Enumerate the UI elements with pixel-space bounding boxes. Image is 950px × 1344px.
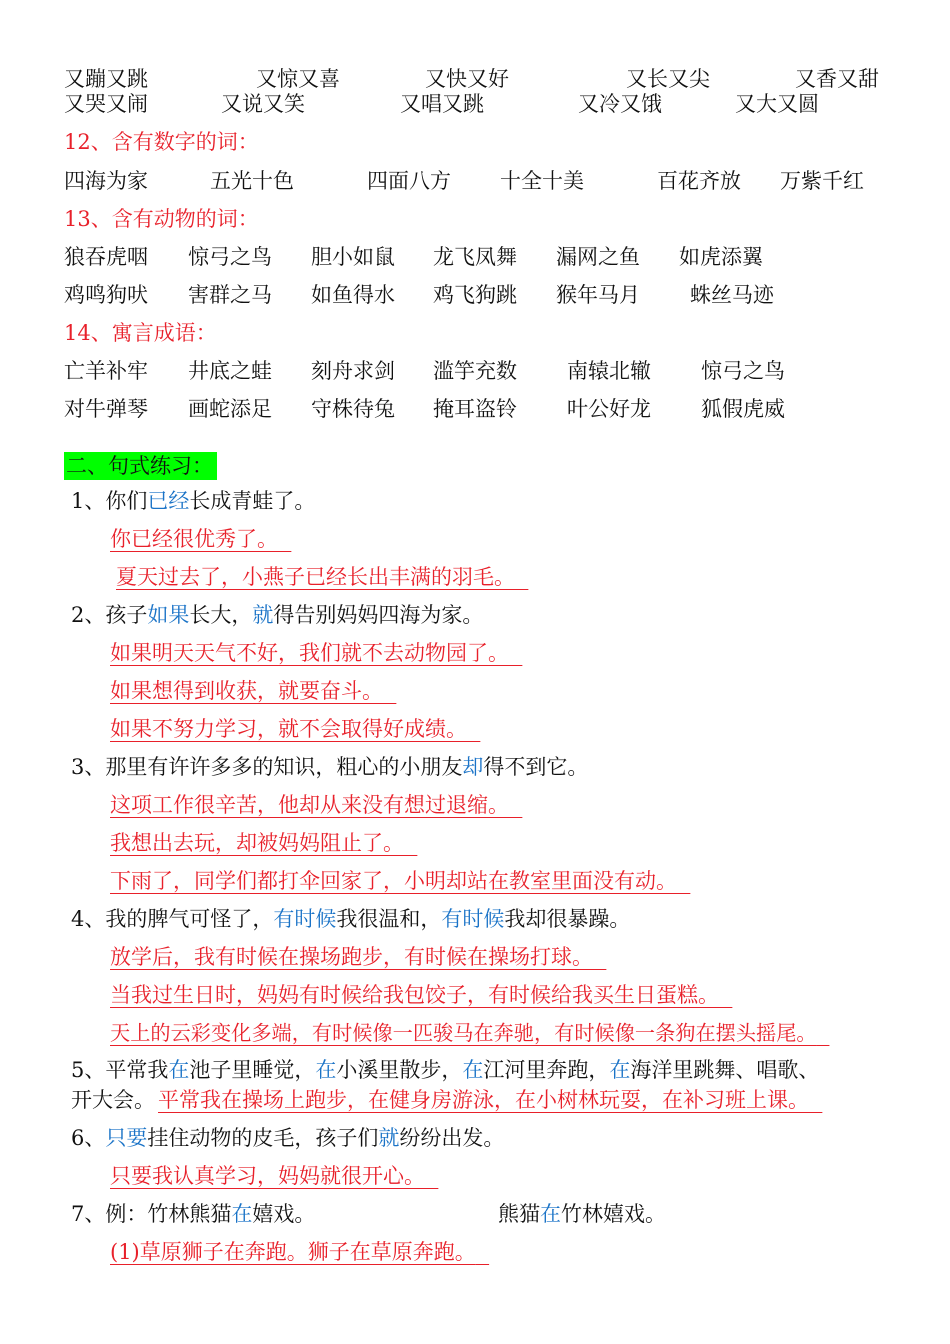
section-title: 二、句式练习： (64, 452, 217, 480)
exercise-sentence-3 (71, 752, 588, 782)
word: 如虎添翼 (679, 245, 763, 269)
word: 叶公好龙 (567, 397, 651, 421)
keyword: 在 (315, 1058, 337, 1082)
text: 2、孩子 (71, 603, 148, 627)
example-sentence: 如果想得到收获，就要奋斗。 (110, 679, 383, 703)
keyword: 在 (462, 1058, 484, 1082)
exercise-sentence-5 (71, 1055, 819, 1085)
exercise-sentence-2 (71, 600, 483, 630)
example-sentence: 夏天过去了，小燕子已经长出丰满的羽毛。 (116, 565, 515, 589)
text: 长成青蛙了。 (189, 489, 316, 513)
category-heading-fables (0, 318, 950, 348)
text: 5、平常我 (71, 1058, 169, 1082)
word: 百花齐放 (657, 169, 741, 193)
word: 又冷又饿 (578, 92, 662, 116)
example-sentence: 当我过生日时，妈妈有时候给我包饺子，有时候给我买生日蛋糕。 (110, 983, 719, 1007)
double-you-row-2 (0, 89, 950, 119)
word: 画蛇添足 (188, 397, 272, 421)
text: 3、那里有许许多多的知识，粗心的小朋友 (71, 755, 463, 779)
text: 纷纷出发。 (399, 1126, 505, 1150)
animal-words-row-2 (0, 280, 950, 310)
word: 四海为家 (64, 169, 148, 193)
example-sentence: 这项工作很辛苦，他却从来没有想过退缩。 (110, 793, 509, 817)
word: 又惊又喜 (256, 67, 340, 91)
word: 胆小如鼠 (311, 245, 395, 269)
word: 又唱又跳 (400, 92, 484, 116)
word: 对牛弹琴 (64, 397, 148, 421)
text: 7、例：竹林熊猫 (71, 1202, 232, 1226)
text: 嬉戏。 (252, 1202, 316, 1226)
example-sentence: 你已经很优秀了。 (110, 527, 278, 551)
example-sentence: 天上的云彩变化多端，有时候像一匹骏马在奔驰，有时候像一条狗在摆头摇尾。 (110, 1021, 817, 1045)
example-sentence: 平常我在操场上跑步，在健身房游泳，在小树林玩耍，在补习班上课。 (158, 1088, 809, 1112)
category-heading-numbers (0, 127, 950, 157)
word: 又快又好 (425, 67, 509, 91)
keyword: 有时候 (273, 907, 337, 931)
keyword: 却 (462, 755, 484, 779)
word: 害群之马 (188, 283, 272, 307)
word: 又说又笑 (221, 92, 305, 116)
text: 我很温和， (336, 907, 442, 931)
keyword: 在 (168, 1058, 190, 1082)
heading-text: 12、含有数字的词： (64, 130, 259, 154)
keyword: 只要 (105, 1126, 148, 1150)
keyword: 在 (609, 1058, 631, 1082)
word: 猴年马月 (556, 283, 640, 307)
word: 鸡鸣狗吠 (64, 283, 148, 307)
example-sentence: 如果不努力学习，就不会取得好成绩。 (110, 717, 467, 741)
text: 海洋里跳舞、唱歌、 (630, 1058, 820, 1082)
word: 井底之蛙 (188, 359, 272, 383)
word: 又大又圆 (735, 92, 819, 116)
keyword: 有时候 (441, 907, 505, 931)
word: 又长又尖 (626, 67, 710, 91)
word: 万紫千红 (780, 169, 864, 193)
word: 十全十美 (500, 169, 584, 193)
word: 滥竽充数 (433, 359, 517, 383)
word: 如鱼得水 (311, 283, 395, 307)
text: 小溪里散步， (336, 1058, 463, 1082)
text: 竹林嬉戏。 (561, 1202, 666, 1226)
word: 又哭又闹 (64, 92, 148, 116)
word: 惊弓之鸟 (188, 245, 272, 269)
word: 五光十色 (210, 169, 294, 193)
exercise-sentence-7-transformed (498, 1199, 666, 1229)
word: 四面八方 (367, 169, 451, 193)
word: 又香又甜 (795, 67, 879, 91)
exercise-sentence-5-continuation (71, 1085, 155, 1115)
text: 挂住动物的皮毛，孩子们 (147, 1126, 379, 1150)
word: 漏网之鱼 (556, 245, 640, 269)
text: 长大， (189, 603, 253, 627)
example-sentence: 如果明天天气不好，我们就不去动物园了。 (110, 641, 509, 665)
example-sentence: (1)草原狮子在奔跑。狮子在草原奔跑。 (110, 1240, 476, 1264)
exercise-sentence-7 (71, 1199, 315, 1229)
text: 开大会。 (71, 1088, 155, 1112)
word: 狐假虎威 (701, 397, 785, 421)
heading-text: 13、含有动物的词： (64, 207, 259, 231)
word: 又蹦又跳 (64, 67, 148, 91)
text: 我却很暴躁。 (504, 907, 631, 931)
text: 4、我的脾气可怪了， (71, 907, 274, 931)
text: 6、 (71, 1126, 106, 1150)
fable-words-row-1 (0, 356, 950, 386)
category-heading-animals (0, 204, 950, 234)
exercise-sentence-1 (71, 486, 315, 516)
text: 池子里睡觉， (189, 1058, 316, 1082)
keyword: 如果 (147, 603, 190, 627)
keyword: 在 (231, 1202, 253, 1226)
example-sentence: 放学后，我有时候在操场跑步，有时候在操场打球。 (110, 945, 593, 969)
text: 得告别妈妈四海为家。 (273, 603, 484, 627)
word: 狼吞虎咽 (64, 245, 148, 269)
number-words-row (0, 166, 950, 196)
word: 龙飞凤舞 (433, 245, 517, 269)
word: 鸡飞狗跳 (433, 283, 517, 307)
example-sentence: 下雨了，同学们都打伞回家了，小明却站在教室里面没有动。 (110, 869, 677, 893)
fable-words-row-2 (0, 394, 950, 424)
word: 蛛丝马迹 (690, 283, 774, 307)
text: 得不到它。 (483, 755, 589, 779)
keyword: 就 (378, 1126, 400, 1150)
keyword: 就 (252, 603, 274, 627)
exercise-sentence-4 (71, 904, 630, 934)
word: 守株待兔 (311, 397, 395, 421)
word: 南辕北辙 (567, 359, 651, 383)
word: 惊弓之鸟 (701, 359, 785, 383)
word: 掩耳盗铃 (433, 397, 517, 421)
animal-words-row-1 (0, 242, 950, 272)
example-sentence: 我想出去玩，却被妈妈阻止了。 (110, 831, 404, 855)
heading-text: 14、寓言成语： (64, 321, 217, 345)
exercise-sentence-6 (71, 1123, 504, 1153)
word: 亡羊补牢 (64, 359, 148, 383)
example-sentence: 只要我认真学习，妈妈就很开心。 (110, 1164, 425, 1188)
text: 1、你们 (71, 489, 148, 513)
text: 江河里奔跑， (483, 1058, 610, 1082)
keyword: 已经 (147, 489, 190, 513)
word: 刻舟求剑 (311, 359, 395, 383)
keyword: 在 (540, 1202, 561, 1226)
text: 熊猫 (498, 1202, 540, 1226)
